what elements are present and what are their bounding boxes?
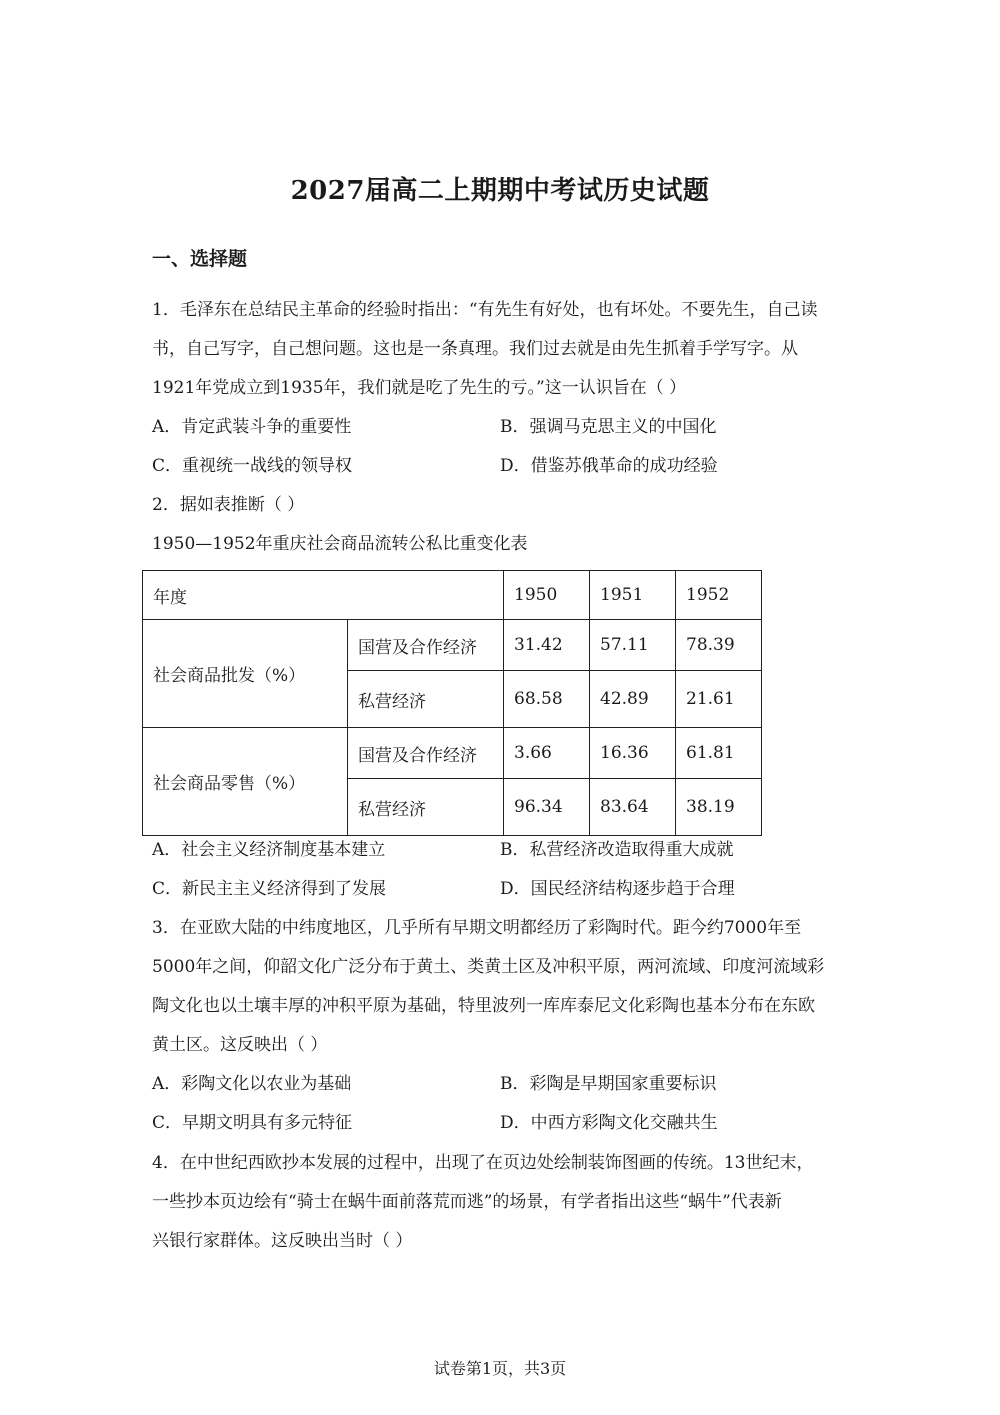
table-header-cell: 1952 [676, 571, 762, 620]
q2-table-caption: 1950—1952年重庆社会商品流转公私比重变化表 [152, 534, 528, 554]
economy-type-cell: 国营及合作经济 [348, 728, 504, 779]
value-cell: 57.11 [590, 620, 676, 671]
q4-stem-line: 4．在中世纪西欧抄本发展的过程中，出现了在页边处绘制装饰图画的传统。13世纪末， [152, 1153, 814, 1173]
economy-type-cell: 私营经济 [348, 779, 504, 836]
q3-option-b: B．彩陶是早期国家重要标识 [500, 1074, 717, 1094]
value-cell: 16.36 [590, 728, 676, 779]
q4-stem-line: 一些抄本页边绘有“骑士在蜗牛面前落荒而逃”的场景，有学者指出这些“蜗牛”代表新 [152, 1192, 782, 1212]
q3-stem-line: 5000年之间，仰韶文化广泛分布于黄土、类黄土区及冲积平原，两河流域、印度河流域彩 [152, 957, 825, 977]
table-header-cell: 1951 [590, 571, 676, 620]
q2-option-c: C．新民主主义经济得到了发展 [152, 879, 387, 899]
data-table [142, 570, 762, 836]
economy-type-cell: 国营及合作经济 [348, 620, 504, 671]
q2-option-d: D．国民经济结构逐步趋于合理 [500, 879, 735, 899]
table-header-row [143, 571, 762, 620]
q2-option-a: A．社会主义经济制度基本建立 [152, 840, 386, 860]
q1-option-d: D．借鉴苏俄革命的成功经验 [500, 456, 718, 476]
q1-option-c: C．重视统一战线的领导权 [152, 456, 353, 476]
q1-option-a: A．肯定武装斗争的重要性 [152, 417, 352, 437]
value-cell: 21.61 [676, 671, 762, 728]
q3-option-a: A．彩陶文化以农业为基础 [152, 1074, 352, 1094]
group-label-cell: 社会商品零售（%） [143, 728, 348, 836]
table-header-cell: 1950 [504, 571, 590, 620]
group-label-cell: 社会商品批发（%） [143, 620, 348, 728]
q1-stem-line: 书，自己写字，自己想问题。这也是一条真理。我们过去就是由先生抓着手学写字。从 [152, 339, 798, 359]
q4-stem-line: 兴银行家群体。这反映出当时（ ） [152, 1231, 413, 1251]
q2-option-b: B．私营经济改造取得重大成就 [500, 840, 734, 860]
value-cell: 38.19 [676, 779, 762, 836]
page-title: 2027届高二上期期中考试历史试题 [290, 176, 710, 206]
economy-type-cell: 私营经济 [348, 671, 504, 728]
value-cell: 42.89 [590, 671, 676, 728]
value-cell: 68.58 [504, 671, 590, 728]
table-row [143, 728, 762, 779]
q3-stem-line: 黄土区。这反映出（ ） [152, 1035, 328, 1055]
q3-stem-line: 陶文化也以土壤丰厚的冲积平原为基础，特里波列一库库泰尼文化彩陶也基本分布在东欧 [152, 996, 815, 1016]
value-cell: 83.64 [590, 779, 676, 836]
value-cell: 31.42 [504, 620, 590, 671]
q3-option-d: D．中西方彩陶文化交融共生 [500, 1113, 718, 1133]
value-cell: 61.81 [676, 728, 762, 779]
q3-stem-line: 3．在亚欧大陆的中纬度地区，几乎所有早期文明都经历了彩陶时代。距今约7000年至 [152, 918, 802, 938]
value-cell: 78.39 [676, 620, 762, 671]
q3-option-c: C．早期文明具有多元特征 [152, 1113, 353, 1133]
section-heading: 一、选择题 [152, 248, 248, 270]
q1-stem-line: 1921年党成立到1935年，我们就是吃了先生的亏。”这一认识旨在（ ） [152, 378, 687, 398]
q1-option-b: B．强调马克思主义的中国化 [500, 417, 717, 437]
table-header-cell: 年度 [143, 571, 504, 620]
value-cell: 96.34 [504, 779, 590, 836]
q1-stem-line: 1．毛泽东在总结民主革命的经验时指出：“有先生有好处，也有坏处。不要先生，自己读 [152, 300, 818, 320]
table-row [143, 620, 762, 671]
value-cell: 3.66 [504, 728, 590, 779]
q2-stem-line: 2．据如表推断（ ） [152, 495, 305, 515]
page-footer: 试卷第1页，共3页 [433, 1359, 567, 1378]
